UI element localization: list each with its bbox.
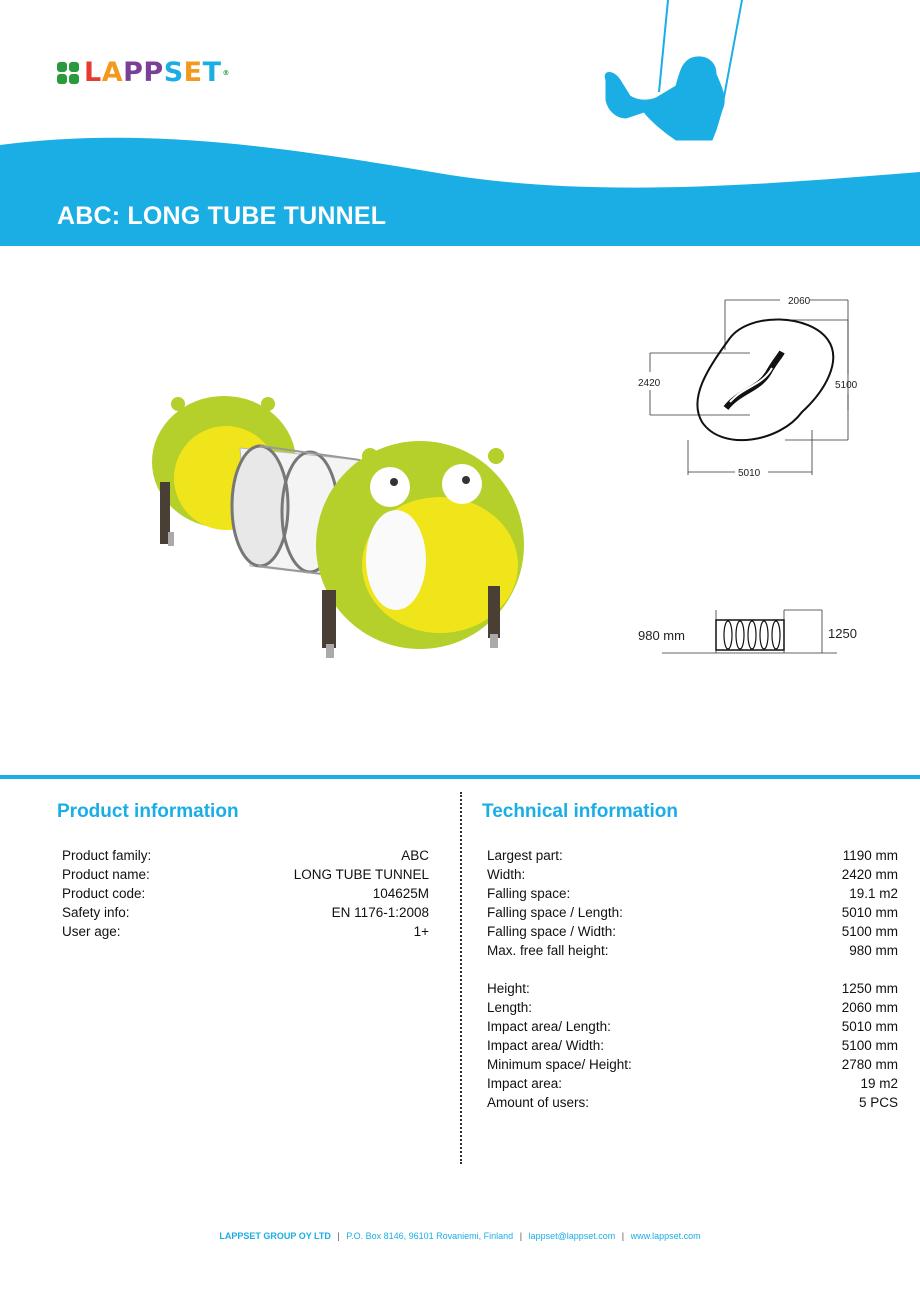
- technical-info-row: Impact area/ Length: 5010 mm: [487, 1019, 898, 1034]
- technical-info-row: Largest part: 1190 mm: [487, 848, 898, 863]
- product-info-table: [62, 846, 429, 941]
- technical-info-heading: Technical information: [482, 801, 679, 822]
- technical-info-row: Width: 2420 mm: [487, 867, 898, 882]
- technical-info-row: Impact area: 19 m2: [487, 1076, 898, 1091]
- section-divider: [0, 775, 920, 779]
- top-view-dim-right: 5100: [835, 380, 858, 391]
- footer-website-link[interactable]: www.lappset.com: [630, 1231, 701, 1241]
- technical-info-row: Impact area/ Width: 5100 mm: [487, 1038, 898, 1053]
- logo-wordmark: LAPPSET®: [84, 57, 231, 88]
- side-view-dim-right: 1250: [828, 626, 857, 641]
- technical-info-row: Height: 1250 mm: [487, 981, 898, 996]
- logo-letter: A: [101, 57, 124, 88]
- product-info-row: Product name: LONG TUBE TUNNEL: [62, 867, 429, 882]
- technical-info-row: Minimum space/ Height: 2780 mm: [487, 1057, 898, 1072]
- front-face-panel: [316, 441, 524, 658]
- top-view-dim-top: 2060: [788, 296, 811, 307]
- clover-logo-icon: [56, 61, 80, 85]
- row-spacer: [487, 960, 898, 979]
- technical-info-row: Falling space: 19.1 m2: [487, 886, 898, 901]
- technical-info-row: Falling space / Width: 5100 mm: [487, 924, 898, 939]
- page-title: ABC: LONG TUBE TUNNEL: [57, 202, 387, 230]
- column-divider: [460, 792, 462, 1164]
- product-info-row: Safety info: EN 1176-1:2008: [62, 905, 429, 920]
- product-info-row: User age: 1+: [62, 924, 429, 939]
- technical-info-row: Length: 2060 mm: [487, 1000, 898, 1015]
- product-info-row: Product code: 104625M: [62, 886, 429, 901]
- top-view-dim-left: 2420: [638, 378, 661, 389]
- side-view-drawing: [632, 600, 872, 670]
- footer-email-link[interactable]: lappset@lappset.com: [528, 1231, 616, 1241]
- logo-letter: L: [84, 57, 102, 88]
- logo-letter: S: [163, 57, 184, 88]
- product-info-heading: Product information: [57, 801, 239, 822]
- product-illustration: [150, 390, 540, 665]
- top-view-drawing: [630, 290, 870, 490]
- page-footer: LAPPSET GROUP OY LTD | P.O. Box 8146, 96101 Rovaniemi, Finland | lappset@lappset.com | www.lappset.com: [219, 1231, 701, 1241]
- technical-info-row: Max. free fall height: 980 mm: [487, 943, 898, 958]
- logo-letters: [84, 57, 222, 88]
- logo-letter: P: [123, 57, 144, 88]
- logo-letter: E: [183, 57, 203, 88]
- logo-letter: T: [202, 57, 222, 88]
- technical-info-row: Amount of users: 5 PCS: [487, 1095, 898, 1110]
- girl-on-swing-icon: [605, 0, 742, 140]
- side-view-dim-left: 980 mm: [638, 628, 685, 643]
- technical-info-row: Falling space / Length: 5010 mm: [487, 905, 898, 920]
- lappset-logo[interactable]: [56, 58, 230, 88]
- footer-company: LAPPSET GROUP OY LTD: [219, 1231, 331, 1241]
- technical-info-table: [487, 846, 898, 1112]
- top-view-dim-bottom: 5010: [738, 468, 761, 479]
- logo-letter: P: [143, 57, 164, 88]
- product-info-row: Product family: ABC: [62, 848, 429, 863]
- footer-address: P.O. Box 8146, 96101 Rovaniemi, Finland: [346, 1231, 514, 1241]
